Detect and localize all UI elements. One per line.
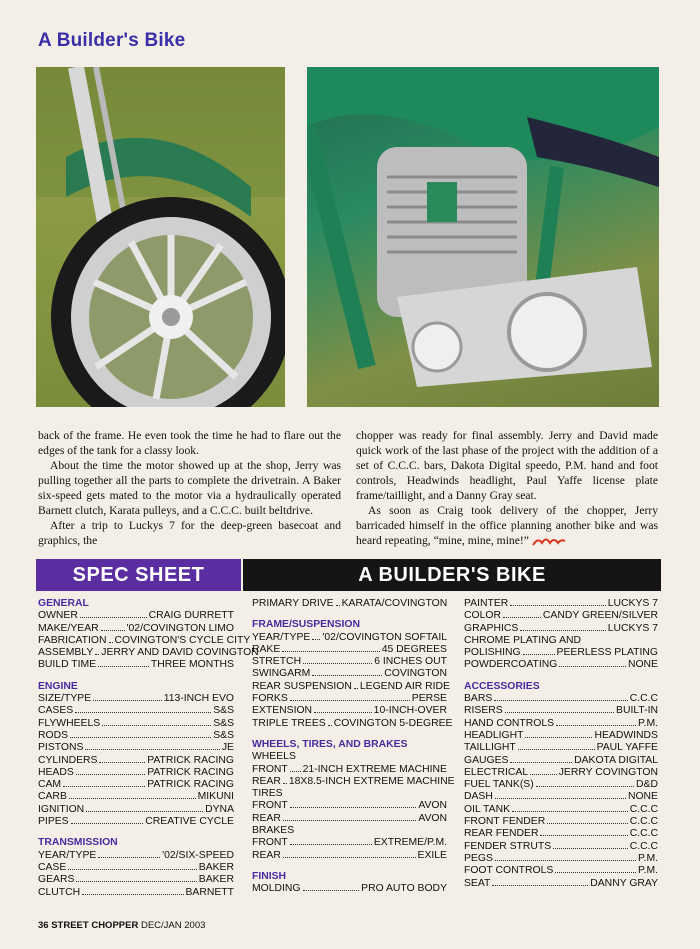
spec-value: C.C.C	[629, 693, 658, 705]
spec-value: D&D	[636, 779, 658, 791]
spec-label: REAR	[252, 849, 281, 861]
spec-value: PRO AUTO BODY	[361, 883, 447, 895]
dot-leader	[69, 798, 196, 799]
spec-value: EXTREME/P.M.	[373, 837, 447, 849]
dot-leader	[290, 807, 417, 808]
spec-value: 21-INCH EXTREME MACHINE	[302, 763, 447, 775]
spec-label: TAILLIGHT	[464, 742, 516, 754]
dot-leader	[283, 783, 287, 784]
dot-leader	[303, 890, 360, 891]
dot-leader	[101, 630, 125, 631]
spec-row	[464, 755, 658, 767]
spec-value: KARATA/COVINGTON	[341, 598, 448, 609]
spec-row	[38, 791, 234, 803]
dot-leader	[76, 774, 145, 775]
spec-label: SIZE/TYPE	[38, 693, 92, 705]
spec-row	[252, 693, 447, 705]
spec-row	[464, 828, 658, 840]
spec-row	[464, 791, 658, 803]
spec-label: PRIMARY DRIVE	[252, 598, 334, 609]
spec-row	[464, 779, 658, 791]
article-column-2	[356, 428, 658, 548]
dot-leader	[290, 700, 410, 701]
spec-value: C.C.C	[629, 803, 658, 815]
spec-value: C.C.C	[629, 828, 658, 840]
spec-row	[38, 887, 234, 899]
page-footer	[38, 920, 205, 931]
spec-label: FABRICATION	[38, 634, 107, 646]
spec-row	[38, 647, 259, 659]
dot-leader	[85, 749, 219, 750]
spec-row	[464, 767, 658, 779]
spec-value: LEGEND AIR RIDE	[359, 680, 450, 692]
spec-row	[38, 767, 234, 779]
spec-row	[252, 717, 453, 730]
article-column-1	[38, 428, 341, 548]
spec-value: PAUL YAFFE	[596, 742, 658, 754]
flame-signature-icon	[532, 535, 566, 547]
spec-label: GEARS	[38, 874, 75, 886]
dot-leader	[82, 894, 183, 895]
dot-leader	[71, 823, 144, 824]
dot-leader	[109, 642, 113, 643]
spec-value: PATRICK RACING	[147, 766, 234, 778]
spec-value: P.M.	[637, 852, 658, 864]
spec-row	[38, 659, 234, 671]
dot-leader	[63, 786, 145, 787]
spec-section-heading: ACCESSORIES	[464, 680, 540, 692]
dot-leader	[555, 872, 636, 873]
spec-value: 45 DEGREES	[381, 643, 447, 655]
spec-value: S&S	[213, 705, 234, 717]
spec-label: MOLDING	[252, 883, 301, 895]
spec-label: FUEL TANK(S)	[464, 779, 534, 791]
spec-section-heading: TRANSMISSION	[38, 837, 118, 849]
spec-row	[464, 659, 658, 671]
spec-label: FRONT	[252, 763, 288, 775]
spec-label: YEAR/TYPE	[38, 849, 97, 861]
spec-row	[252, 883, 447, 895]
spec-row	[38, 730, 234, 742]
spec-value: COVINGTON	[384, 668, 447, 680]
spec-value: CRAIG DURRETT	[148, 610, 234, 622]
spec-row	[38, 779, 234, 791]
dot-leader	[76, 881, 196, 882]
spec-column-2	[252, 598, 455, 896]
engine-photo	[307, 67, 659, 407]
spec-value: '02/SIX-SPEED	[162, 849, 234, 861]
spec-value: JERRY COVINGTON	[558, 766, 658, 778]
dot-leader	[314, 712, 372, 713]
spec-label: WHEELS	[252, 751, 296, 763]
dot-leader	[520, 630, 605, 631]
spec-row	[38, 742, 234, 754]
spec-value: P.M.	[637, 865, 658, 877]
spec-value: AVON	[418, 812, 447, 824]
spec-row	[464, 623, 658, 635]
spec-row	[38, 862, 234, 874]
spec-value: 18X8.5-INCH EXTREME MACHINE	[288, 775, 455, 787]
spec-section-heading: WHEELS, TIRES, AND BRAKES	[252, 738, 408, 750]
front-wheel-photo	[36, 67, 285, 407]
dot-leader	[312, 639, 320, 640]
spec-label: EXTENSION	[252, 705, 313, 717]
spec-row	[252, 751, 447, 763]
spec-section-heading: ENGINE	[38, 680, 78, 692]
spec-row	[252, 705, 447, 717]
spec-value: PATRICK RACING	[147, 779, 234, 791]
spec-label: FRONT	[252, 800, 288, 812]
spec-value: PEERLESS PLATING	[556, 647, 658, 659]
spec-label: RAKE	[252, 643, 281, 655]
magazine-name: STREET CHOPPER	[51, 920, 139, 931]
spec-label: STRETCH	[252, 656, 302, 668]
page-number: 36	[38, 920, 49, 931]
spec-label: GAUGES	[464, 754, 509, 766]
spec-row	[464, 865, 658, 877]
dot-leader	[505, 712, 614, 713]
dot-leader	[68, 869, 196, 870]
spec-value: BAKER	[198, 861, 234, 873]
spec-row	[464, 742, 658, 754]
spec-value: LUCKYS 7	[607, 598, 658, 609]
spec-row	[38, 610, 234, 622]
spec-value: THREE MONTHS	[150, 659, 234, 671]
spec-row	[38, 755, 234, 767]
spec-label: HEADS	[38, 766, 74, 778]
dot-leader	[547, 823, 628, 824]
spec-label: FORKS	[252, 693, 288, 705]
article-paragraph-text: As soon as Craig took delivery of the chopper, Jerry barricaded himself in the office planning another bike and was heard repeating, “mine, mine, mine!”	[356, 504, 658, 547]
spec-label: SEAT	[464, 877, 491, 889]
spec-row	[464, 718, 658, 730]
spec-value: S&S	[213, 717, 234, 729]
dot-leader	[290, 844, 372, 845]
spec-value: '02/COVINGTON LIMO	[126, 622, 234, 634]
spec-label: FOOT CONTROLS	[464, 865, 554, 877]
spec-row	[464, 841, 658, 853]
spec-label: YEAR/TYPE	[252, 631, 311, 643]
spec-row	[252, 825, 447, 837]
dot-leader	[98, 857, 160, 858]
spec-value: '02/COVINGTON SOFTAIL	[322, 631, 447, 643]
spec-row	[252, 800, 447, 812]
spec-row	[464, 804, 658, 816]
spec-row	[252, 632, 447, 644]
spec-label: REAR	[252, 775, 281, 787]
spec-value: JERRY AND DAVID COVINGTON	[101, 647, 259, 659]
spec-value: 6 INCHES OUT	[374, 656, 447, 668]
spec-row	[38, 634, 251, 647]
spec-value: PATRICK RACING	[147, 754, 234, 766]
spec-row	[252, 644, 447, 656]
spec-label: HAND CONTROLS	[464, 717, 555, 729]
spec-row	[252, 680, 450, 693]
spec-row	[464, 598, 658, 610]
spec-row	[464, 730, 658, 742]
article-paragraph: About the time the motor showed up at the shop, Jerry was pulling together all the parts to complete the drivetrain. A Baker six-speed gets mated to the motor via a hydraulically operated Barnett clutch, Karata pulleys, and a C.C.C. built beltdrive.	[38, 459, 341, 517]
spec-label: FENDER STRUTS	[464, 840, 552, 852]
spec-value: BAKER	[198, 874, 234, 886]
dot-leader	[530, 774, 557, 775]
spec-label: DASH	[464, 791, 493, 803]
spec-section-heading: FRAME/SUSPENSION	[252, 619, 360, 631]
dot-leader	[503, 617, 541, 618]
spec-row	[252, 775, 455, 788]
dot-leader	[525, 737, 592, 738]
spec-column-1	[38, 598, 259, 899]
spec-label: ELECTRICAL	[464, 766, 529, 778]
article-paragraph: After a trip to Luckys 7 for the deep-green basecoat and graphics, the	[38, 519, 341, 547]
spec-column-3	[464, 598, 658, 890]
spec-label: GRAPHICS	[464, 622, 519, 634]
spec-row	[38, 874, 234, 886]
spec-label: CLUTCH	[38, 886, 81, 898]
spec-value: HEADWINDS	[594, 729, 658, 741]
spec-value: 113-INCH EVO	[163, 693, 234, 705]
spec-sheet-header: SPEC SHEET	[36, 559, 241, 591]
spec-section-heading: GENERAL	[38, 598, 89, 609]
dot-leader	[283, 820, 416, 821]
spec-label: CYLINDERS	[38, 754, 98, 766]
spec-value: CANDY GREEN/SILVER	[542, 610, 658, 622]
dot-leader	[80, 617, 147, 618]
dot-leader	[303, 663, 372, 664]
dot-leader	[70, 737, 211, 738]
spec-label: BRAKES	[252, 825, 295, 837]
spec-value: AVON	[418, 800, 447, 812]
spec-value: PERSE	[411, 693, 447, 705]
dot-leader	[518, 749, 595, 750]
spec-row	[38, 718, 234, 730]
spec-label: CARB	[38, 791, 67, 803]
dot-leader	[282, 651, 379, 652]
dot-leader	[312, 675, 382, 676]
spec-value: NONE	[627, 791, 658, 803]
spec-label: OIL TANK	[464, 803, 511, 815]
dot-leader	[86, 811, 203, 812]
spec-label: PEGS	[464, 852, 493, 864]
spec-label: REAR FENDER	[464, 828, 539, 840]
spec-value: JE	[221, 742, 234, 754]
spec-row	[252, 813, 447, 825]
spec-value: BARNETT	[185, 886, 234, 898]
spec-value: COVINGTON'S CYCLE CITY	[114, 634, 251, 646]
article-paragraph	[356, 503, 658, 548]
dot-leader	[95, 654, 99, 655]
dot-leader	[93, 700, 162, 701]
dot-leader	[510, 762, 572, 763]
spec-label: CASES	[38, 705, 74, 717]
dot-leader	[512, 811, 628, 812]
spec-value: S&S	[213, 729, 234, 741]
spec-value: DANNY GRAY	[590, 877, 658, 889]
page-title: A Builder's Bike	[38, 30, 186, 51]
spec-label: FLYWHEELS	[38, 717, 101, 729]
spec-value: NONE	[627, 659, 658, 671]
spec-row	[252, 668, 447, 680]
dot-leader	[536, 786, 634, 787]
dot-leader	[492, 885, 588, 886]
spec-label: COLOR	[464, 610, 501, 622]
spec-label: RODS	[38, 729, 69, 741]
dot-leader	[354, 688, 358, 689]
spec-row	[38, 693, 234, 705]
spec-value: P.M.	[637, 717, 658, 729]
spec-row	[464, 853, 658, 865]
dot-leader	[98, 666, 149, 667]
spec-value: MIKUNI	[197, 791, 234, 803]
spec-value: EXILE	[417, 849, 447, 861]
spec-label: OWNER	[38, 610, 78, 622]
spec-row	[38, 623, 234, 635]
front-wheel-illustration	[36, 67, 285, 407]
spec-value: 10-INCH-OVER	[373, 705, 447, 717]
spec-label: IGNITION	[38, 803, 85, 815]
spec-label: BUILD TIME	[38, 659, 97, 671]
dot-leader	[556, 725, 636, 726]
spec-row	[252, 598, 447, 610]
dot-leader	[553, 848, 628, 849]
dot-leader	[75, 712, 211, 713]
spec-row	[464, 705, 658, 717]
spec-label: PISTONS	[38, 742, 84, 754]
dot-leader	[283, 857, 416, 858]
spec-label: BARS	[464, 693, 493, 705]
spec-row	[252, 788, 447, 800]
spec-label: REAR SUSPENSION	[252, 680, 352, 692]
spec-value: CREATIVE CYCLE	[145, 816, 234, 828]
spec-row	[464, 647, 658, 659]
spec-value: C.C.C	[629, 840, 658, 852]
spec-label: POWDERCOATING	[464, 659, 558, 671]
dot-leader	[523, 654, 555, 655]
spec-value: DAKOTA DIGITAL	[574, 754, 658, 766]
spec-label: FRONT	[252, 837, 288, 849]
spec-label: TRIPLE TREES	[252, 717, 326, 729]
spec-label: HEADLIGHT	[464, 729, 524, 741]
dot-leader	[99, 762, 145, 763]
spec-row	[464, 693, 658, 705]
engine-illustration	[307, 67, 659, 407]
article-paragraph: chopper was ready for final assembly. Jerry and David made quick work of the last phase of the project with the addition of a set of C.C.C. bars, Dakota Digital speedo, P.M. hand and foot controls, Headwinds headlight, Paul Yaffe license plate frame/taillight, and a Danny Gray seat.	[356, 429, 658, 502]
dot-leader	[510, 605, 605, 606]
dot-leader	[328, 725, 332, 726]
spec-row	[464, 610, 658, 622]
dot-leader	[336, 605, 340, 606]
spec-label: POLISHING	[464, 647, 521, 659]
spec-label: CHROME PLATING AND	[464, 634, 582, 646]
spec-label: PAINTER	[464, 598, 509, 609]
spec-value: BUILT-IN	[616, 705, 658, 717]
spec-value: LUCKYS 7	[607, 622, 658, 634]
spec-row	[38, 804, 234, 816]
spec-label: CASE	[38, 861, 67, 873]
spec-row	[464, 878, 658, 890]
dot-leader	[290, 771, 301, 772]
spec-label: FRONT FENDER	[464, 816, 546, 828]
spec-row	[252, 656, 447, 668]
spec-label: SWINGARM	[252, 668, 311, 680]
spec-row	[38, 816, 234, 828]
dot-leader	[495, 798, 626, 799]
spec-row	[464, 635, 658, 647]
builders-bike-header: A BUILDER'S BIKE	[243, 559, 661, 591]
issue-date: DEC/JAN 2003	[140, 920, 206, 931]
spec-value: COVINGTON 5-DEGREE	[333, 717, 453, 729]
spec-label: CAM	[38, 779, 62, 791]
spec-value: C.C.C	[629, 816, 658, 828]
article-paragraph: back of the frame. He even took the time he had to flare out the edges of the tank for a classy look.	[38, 429, 341, 457]
dot-leader	[540, 835, 627, 836]
spec-label: MAKE/YEAR	[38, 622, 99, 634]
spec-label: TIRES	[252, 788, 283, 800]
spec-row	[38, 850, 234, 862]
spec-label: ASSEMBLY	[38, 647, 94, 659]
dot-leader	[494, 700, 627, 701]
spec-label: REAR	[252, 812, 281, 824]
dot-leader	[495, 860, 636, 861]
dot-leader	[559, 666, 626, 667]
spec-row	[252, 837, 447, 849]
spec-label: RISERS	[464, 705, 503, 717]
spec-row	[252, 764, 447, 776]
spec-row	[252, 850, 447, 862]
spec-value: DYNA	[205, 803, 234, 815]
spec-row	[38, 705, 234, 717]
spec-section-heading: FINISH	[252, 870, 287, 882]
spec-label: PIPES	[38, 816, 69, 828]
spec-row	[464, 816, 658, 828]
dot-leader	[102, 725, 211, 726]
